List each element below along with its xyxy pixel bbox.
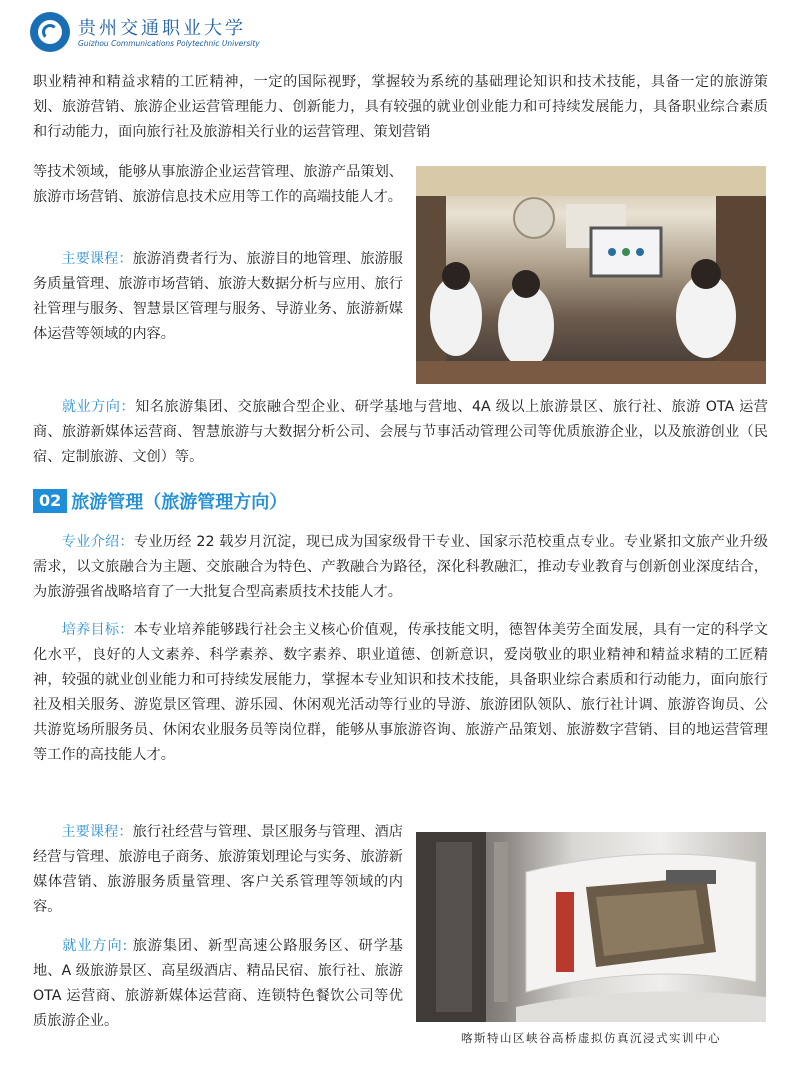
s2-courses-label: 主要课程：: [61, 824, 133, 840]
classroom-photo: [416, 166, 766, 384]
s2-goal: [33, 618, 768, 768]
section-heading: 旅游管理（旅游管理方向）: [71, 492, 288, 513]
s2-intro-label: 专业介绍：: [61, 534, 134, 550]
section-02-title: [33, 488, 633, 512]
s2-intro: [33, 530, 768, 605]
photo-caption: 喀斯特山区峡谷高桥虚拟仿真沉浸式实训中心: [461, 1031, 721, 1045]
s1-intro-text: 职业精神和精益求精的工匠精神，一定的国际视野，掌握较为系统的基础理论知识和技术技能，具备一定的旅游策划、旅游营销、旅游企业运营管理能力、创新能力，具有较强的就业创业能力和可持续发展能力，具备职业综合素质和行动能力，面向旅行社及旅游相关行业的运营管理、策划营销: [33, 74, 768, 140]
s1-intro-narrow-text: 等技术领域，能够从事旅游企业运营管理、旅游产品策划、旅游市场营销、旅游信息技术应用等工作的高端技能人才。: [33, 164, 403, 205]
university-logo-icon: [30, 12, 70, 52]
s2-courses-text: 旅行社经营与管理、景区服务与管理、酒店经营与管理、旅游电子商务、旅游策划理论与实务、旅游新媒体营销、旅游服务质量管理、客户关系管理等领域的内容。: [33, 824, 403, 915]
s1-courses-text: 旅游消费者行为、旅游目的地管理、旅游服务质量管理、旅游市场营销、旅游大数据分析与应用、旅行社管理与服务、智慧景区管理与服务、导游业务、旅游新媒体运营等领域的内容。: [33, 251, 403, 342]
s1-intro-full: [33, 70, 768, 145]
university-name-cn: 贵州交通职业大学: [78, 18, 246, 39]
header: [30, 10, 330, 56]
s1-jobs-text: 知名旅游集团、交旅融合型企业、研学基地与营地、4A 级以上旅游景区、旅行社、旅游 OTA 运营商、旅游新媒体运营商、智慧旅游与大数据分析公司、会展与节事活动管理公司等优质旅游企业，以及旅游创业（民宿、定制旅游、文创）等。: [33, 399, 768, 465]
training-center-photo: [416, 832, 766, 1022]
s1-courses: [33, 247, 403, 347]
s2-goal-label: 培养目标：: [61, 622, 134, 638]
section-number-badge: 02: [33, 489, 67, 513]
s2-intro-text: 专业历经 22 载岁月沉淀，现已成为国家级骨干专业、国家示范校重点专业。专业紧扣文旅产业升级需求，以文旅融合为主题、交旅融合为特色、产教融合为路径，深化科教融汇，推动专业教育与创新创业深度结合，为旅游强省战略培育了一大批复合型高素质技术技能人才。: [33, 534, 768, 600]
s2-jobs-text: 旅游集团、新型高速公路服务区、研学基地、A 级旅游景区、高星级酒店、精品民宿、旅行社、旅游 OTA 运营商、旅游新媒体运营商、连锁特色餐饮公司等优质旅游企业。: [33, 938, 403, 1029]
s2-goal-text: 本专业培养能够践行社会主义核心价值观，传承技能文明，德智体美劳全面发展，具有一定的科学文化水平，良好的人文素养、科学素养、数字素养、职业道德、创新意识，爱岗敬业的职业精神和精益求精的工匠精神，较强的就业创业能力和可持续发展能力，掌握本专业知识和技术技能，具备职业综合素质和行动能力，面向旅行社及相关服务、游览景区管理、游乐园、休闲观光活动等行业的导游、旅游团队领队、旅行社计调、旅游咨询员、公共游览场所服务员、休闲农业服务员等岗位群，能够从事旅游咨询、旅游产品策划、旅游数字营销、目的地运营管理等工作的高技能人才。: [33, 622, 768, 763]
s2-jobs: [33, 934, 403, 1034]
s1-courses-label: 主要课程：: [61, 251, 133, 267]
s2-jobs-label: 就业方向:: [61, 938, 133, 954]
s2-courses: [33, 820, 403, 920]
s1-intro-narrow: [33, 160, 403, 210]
s1-jobs: [33, 395, 768, 470]
s1-jobs-label: 就业方向：: [61, 399, 136, 415]
university-name-en: Guizhou Communications Polytechnic University: [78, 39, 260, 48]
